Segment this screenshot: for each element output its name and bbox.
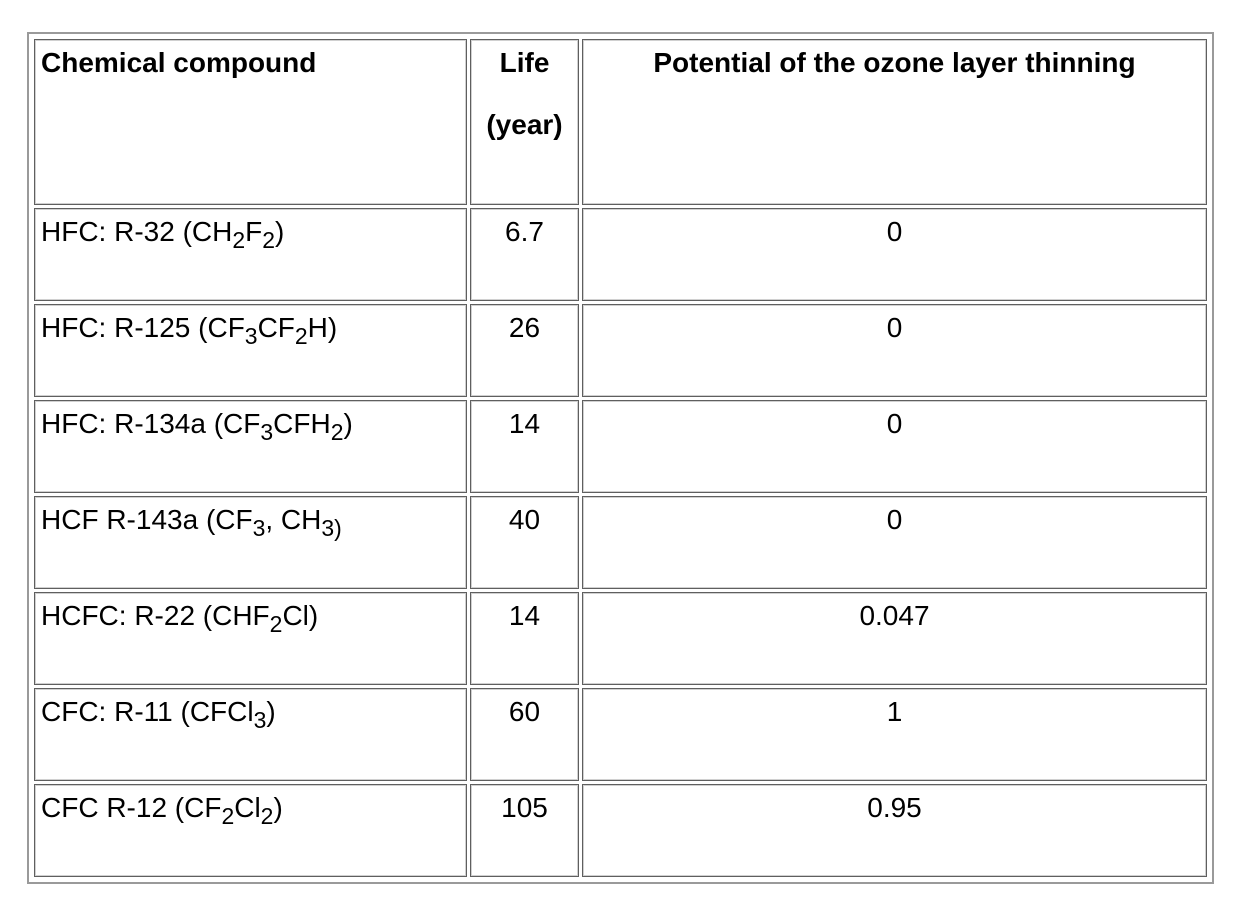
- formula-text: ): [343, 408, 353, 439]
- cell-life-years: 14: [470, 400, 579, 493]
- formula-text: F: [245, 216, 263, 247]
- table-row: [34, 208, 1207, 301]
- formula-text: H): [307, 312, 338, 343]
- header-ozone-thinning-potential: Potential of the ozone layer thinning: [582, 39, 1207, 205]
- formula-text: ): [273, 792, 283, 823]
- formula-text: CFC: R-11 (CFCl: [41, 696, 254, 727]
- formula-text: HFC: R-125 (CF: [41, 312, 245, 343]
- header-life-label: Life: [499, 47, 550, 78]
- formula-subscript: 3: [253, 706, 267, 733]
- cell-chemical-compound: [34, 784, 467, 877]
- formula-text: HCF R-143a (CF: [41, 504, 253, 535]
- table-header-row: [34, 39, 1207, 205]
- cell-chemical-compound: [34, 304, 467, 397]
- cell-chemical-compound: [34, 400, 467, 493]
- cell-life-years: 6.7: [470, 208, 579, 301]
- table-row: [34, 784, 1207, 877]
- formula-text: CF: [257, 312, 295, 343]
- formula-subscript: 3: [252, 514, 266, 541]
- cell-chemical-compound: [34, 496, 467, 589]
- cell-life-years: 105: [470, 784, 579, 877]
- formula-text: HFC: R-134a (CF: [41, 408, 261, 439]
- cell-ozone-thinning-potential: 1: [582, 688, 1207, 781]
- table-row: [34, 400, 1207, 493]
- cell-chemical-compound: [34, 208, 467, 301]
- table-row: [34, 304, 1207, 397]
- formula-text: CFC R-12 (CF: [41, 792, 222, 823]
- formula-subscript: 2: [262, 226, 275, 253]
- formula-subscript: 2: [260, 802, 274, 829]
- formula-text: Cl: [234, 792, 261, 823]
- header-life-unit: (year): [486, 108, 563, 140]
- cell-life-years: 40: [470, 496, 579, 589]
- cell-ozone-thinning-potential: 0.95: [582, 784, 1207, 877]
- ozone-depletion-table-frame: [27, 32, 1214, 884]
- formula-text: ): [266, 696, 276, 727]
- formula-subscript: ): [334, 514, 342, 541]
- formula-subscript: 3: [260, 418, 274, 445]
- header-life-year: [470, 39, 579, 205]
- formula-text: HFC: R-32 (CH: [41, 216, 233, 247]
- cell-ozone-thinning-potential: 0.047: [582, 592, 1207, 685]
- cell-ozone-thinning-potential: 0: [582, 208, 1207, 301]
- formula-subscript: 2: [294, 322, 308, 349]
- table-row: [34, 496, 1207, 589]
- cell-ozone-thinning-potential: 0: [582, 496, 1207, 589]
- cell-life-years: 60: [470, 688, 579, 781]
- table-row: [34, 688, 1207, 781]
- formula-subscript: 2: [269, 610, 283, 637]
- formula-text: Cl): [282, 600, 319, 631]
- formula-text: ): [274, 216, 285, 247]
- formula-subscript: 2: [232, 226, 246, 253]
- table-body: [34, 208, 1207, 877]
- formula-subscript: 2: [221, 802, 235, 829]
- cell-chemical-compound: [34, 688, 467, 781]
- formula-text: , CH: [265, 504, 322, 535]
- cell-chemical-compound: [34, 592, 467, 685]
- formula-subscript: 3: [321, 514, 335, 541]
- formula-subscript: 2: [330, 418, 344, 445]
- formula-subscript: 3: [244, 322, 258, 349]
- header-chemical-compound: Chemical compound: [34, 39, 467, 205]
- cell-ozone-thinning-potential: 0: [582, 304, 1207, 397]
- cell-life-years: 14: [470, 592, 579, 685]
- ozone-depletion-table: [31, 36, 1210, 880]
- cell-ozone-thinning-potential: 0: [582, 400, 1207, 493]
- cell-life-years: 26: [470, 304, 579, 397]
- table-row: [34, 592, 1207, 685]
- formula-text: CFH: [273, 408, 331, 439]
- formula-text: HCFC: R-22 (CHF: [41, 600, 270, 631]
